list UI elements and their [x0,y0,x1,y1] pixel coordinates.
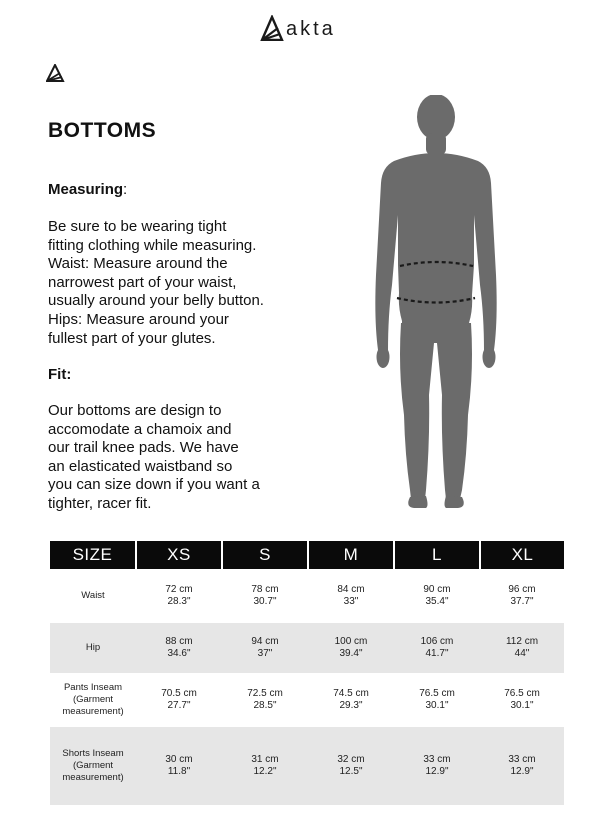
table-cell [480,569,564,623]
row-label [50,623,136,673]
cell-inch: 34.6" [167,648,191,659]
row-label-line: Waist [81,590,105,601]
cell-cm: 31 cm [251,754,279,765]
table-cell [480,673,564,727]
cell-cm: 88 cm [165,636,193,647]
table-cell [136,623,222,673]
table-cell [394,569,480,623]
row-label-line: (Garment [72,694,114,705]
fit-description [48,402,318,514]
table-cell [308,673,394,727]
measuring-line: Be sure to be wearing tight [48,218,227,235]
fit-heading: Fit: [48,366,72,383]
cell-inch: 39.4" [339,648,363,659]
cell-inch: 11.8" [167,766,191,777]
fit-line: tighter, racer fit. [48,494,152,512]
row-label-line: Pants Inseam [63,682,123,693]
cell-inch: 37.7" [510,596,534,607]
brand-name: akta [286,18,336,40]
table-cell [222,623,308,673]
cell-inch: 37" [257,648,273,659]
cell-cm: 74.5 cm [333,688,369,699]
cell-inch: 12.2" [253,766,277,777]
measuring-line: fullest part of your glutes. [48,329,216,347]
cell-inch: 12.9" [510,766,534,777]
measuring-line: fitting clothing while measuring. [48,236,257,254]
fit-line: you can size down if you want a [48,476,260,494]
cell-cm: 90 cm [423,584,451,595]
table-cell [394,623,480,673]
cell-cm: 76.5 cm [419,688,455,699]
row-label [50,569,136,623]
human-body-silhouette-icon [372,95,502,510]
row-label-line: measurement) [62,706,124,717]
table-cell [136,569,222,623]
table-row-shorts-inseam [50,727,564,805]
size-chart-table [50,541,564,805]
table-cell [222,673,308,727]
cell-cm: 32 cm [337,754,365,765]
cell-cm: 84 cm [337,584,365,595]
size-header-xs: XS [136,541,222,569]
measuring-instructions [48,218,318,348]
akta-triangle-logo-icon [260,15,284,41]
size-header-s: S [222,541,308,569]
row-label-line: measurement) [62,772,124,783]
cell-inch: 35.4" [425,596,449,607]
fit-line: accomodate a chamoix and [48,420,232,438]
table-row-pants-inseam [50,673,564,727]
table-row-waist [50,569,564,623]
cell-inch: 30.1" [425,700,449,711]
row-label [50,673,136,727]
cell-cm: 100 cm [334,636,368,647]
cell-inch: 30.1" [510,700,534,711]
row-label-line: (Garment [72,760,114,771]
fit-line: Our bottoms are design to [48,402,222,419]
size-header-label: SIZE [50,541,136,569]
cell-cm: 76.5 cm [504,688,540,699]
table-cell [308,569,394,623]
measuring-line: Waist: Measure around the [48,255,228,273]
measuring-line: Hips: Measure around your [48,310,229,328]
row-label-line: Shorts Inseam [62,748,124,759]
cell-inch: 12.5" [339,766,363,777]
size-header-xl: XL [480,541,564,569]
cell-cm: 72 cm [165,584,193,595]
size-header-l: L [394,541,480,569]
table-cell [222,727,308,805]
fit-line: an elasticated waistband so [48,457,233,475]
cell-inch: 28.3" [167,596,191,607]
cell-cm: 78 cm [251,584,279,595]
table-cell [136,727,222,805]
fit-line: our trail knee pads. We have [48,439,239,457]
measuring-line: usually around your belly button. [48,292,264,310]
table-cell [308,727,394,805]
cell-inch: 33" [343,596,359,607]
cell-cm: 33 cm [423,754,451,765]
cell-inch: 30.7" [253,596,277,607]
cell-cm: 112 cm [505,636,539,647]
size-header-m: M [308,541,394,569]
cell-cm: 106 cm [420,636,454,647]
size-header-row [50,541,564,569]
cell-cm: 70.5 cm [161,688,197,699]
cell-cm: 33 cm [508,754,536,765]
cell-inch: 28.5" [253,700,277,711]
cell-inch: 44" [514,648,530,659]
table-row-hip [50,623,564,673]
measuring-line: narrowest part of your waist, [48,273,237,291]
cell-inch: 12.9" [425,766,449,777]
cell-cm: 30 cm [165,754,193,765]
table-cell [222,569,308,623]
table-cell [394,673,480,727]
measuring-heading-text: Measuring [48,181,124,198]
table-cell [480,727,564,805]
row-label-line: Hip [85,642,101,653]
table-cell [394,727,480,805]
measuring-heading-colon: : [123,181,128,198]
cell-inch: 27.7" [167,700,191,711]
cell-cm: 72.5 cm [247,688,283,699]
page-title: BOTTOMS [48,119,157,142]
brand-header [260,14,360,46]
table-cell [480,623,564,673]
table-cell [308,623,394,673]
row-label [50,727,136,805]
akta-small-logo-icon [46,64,66,82]
cell-inch: 29.3" [339,700,363,711]
cell-inch: 41.7" [425,648,449,659]
cell-cm: 94 cm [251,636,279,647]
table-cell [136,673,222,727]
measuring-heading [48,181,127,198]
cell-cm: 96 cm [508,584,536,595]
